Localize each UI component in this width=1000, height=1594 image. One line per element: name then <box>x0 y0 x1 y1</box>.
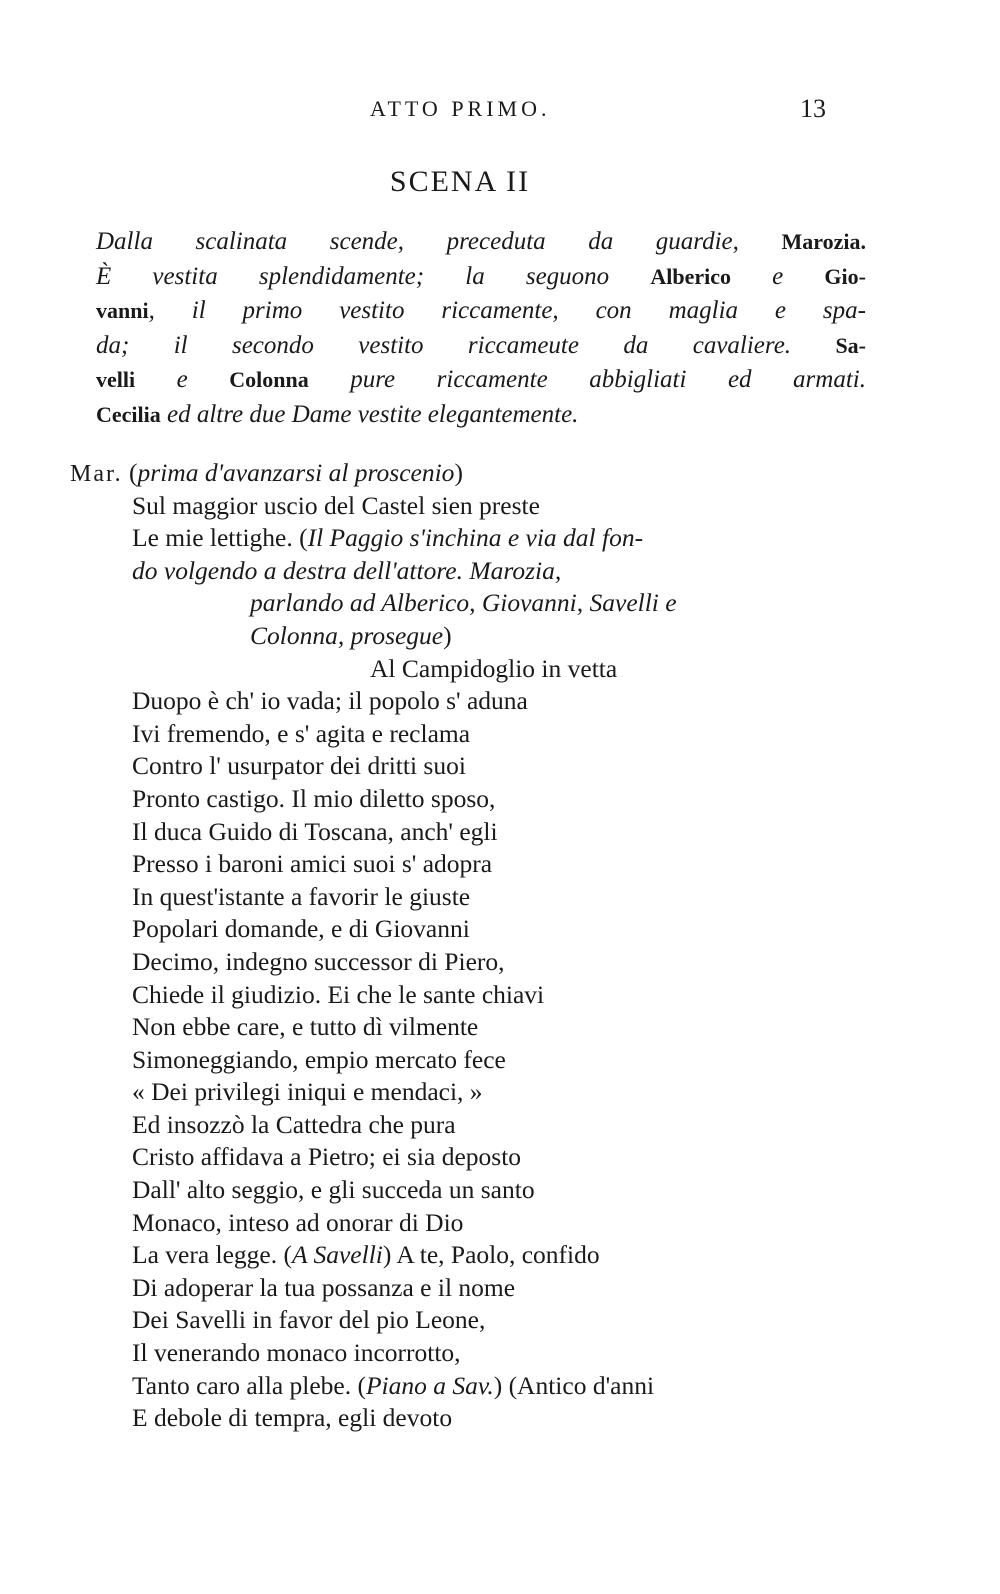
stage-direction-inline: Il Paggio s'inchina e via dal fon- <box>307 523 644 553</box>
verse-block <box>70 458 870 1436</box>
verse-text: Di adoperar la tua possanza e il nome <box>132 1272 516 1302</box>
verse-text: Ed insozzò la Cattedra che pura <box>132 1109 456 1139</box>
verse-text: Simoneggiando, empio mercato fece <box>132 1044 506 1074</box>
stage-direction-line <box>96 263 866 298</box>
stage-direction-inline: Piano a Sav. <box>365 1370 494 1400</box>
character-name: Gio- <box>824 263 866 289</box>
character-name: vanni <box>96 298 149 323</box>
verse-line <box>70 751 870 784</box>
running-title: ATTO PRIMO. <box>370 96 551 121</box>
verse-line <box>70 1142 870 1175</box>
verse-text: E debole di tempra, egli devoto <box>132 1403 453 1433</box>
verse-line <box>70 1175 870 1208</box>
verse-line <box>70 1240 870 1273</box>
verse-line <box>70 458 870 491</box>
stage-direction-inline: parlando ad Alberico, Giovanni, Savelli e <box>250 588 677 618</box>
stage-direction-text: e <box>731 262 825 290</box>
verse-text: Il venerando monaco incorrotto, <box>132 1338 461 1368</box>
verse-line <box>70 686 870 719</box>
verse-line <box>70 719 870 752</box>
verse-text: Popolari domande, e di Giovanni <box>132 914 470 944</box>
stage-direction-line <box>96 366 866 401</box>
verse-text: ( <box>122 458 138 487</box>
verse-text: ) <box>443 620 452 650</box>
verse-line <box>70 914 870 947</box>
verse-text: La vera legge. ( <box>132 1240 292 1270</box>
stage-direction-text: , il primo vestito riccamente, con maglia e spa- <box>148 297 866 324</box>
stage-direction-inline: prima d'avanzarsi al proscenio <box>137 458 455 487</box>
stage-direction-line <box>96 401 866 436</box>
character-name: Marozia. <box>781 229 866 254</box>
stage-direction-text: È vestita splendidamente; la seguono <box>96 262 651 290</box>
verse-text: Cristo affidava a Pietro; ei sia deposto <box>132 1142 522 1172</box>
verse-text: ) (Antico d'anni <box>493 1370 655 1400</box>
verse-text: Dei Savelli in favor del pio Leone, <box>132 1305 486 1335</box>
verse-text: Chiede il giudizio. Ei che le sante chiavi <box>132 979 545 1009</box>
stage-direction-inline: A Savelli <box>292 1240 383 1270</box>
verse-line <box>70 1338 870 1371</box>
page-number: 13 <box>800 94 826 123</box>
verse-line <box>70 523 870 556</box>
verse-text: Sul maggior uscio del Castel sien preste <box>132 490 540 520</box>
stage-direction-text: pure riccamente abbigliati ed armati. <box>308 366 866 393</box>
verse-line <box>70 1403 870 1436</box>
stage-direction-text: Dalla scalinata scende, preceduta da guardie, <box>96 228 782 255</box>
character-name: velli <box>96 367 136 392</box>
speaker-name: Mar. <box>70 461 123 487</box>
stage-direction <box>96 228 866 435</box>
verse-line <box>70 588 870 621</box>
verse-text: Il duca Guido di Toscana, anch' egli <box>132 816 498 846</box>
verse-line <box>70 980 870 1013</box>
stage-direction-text: da; il secondo vestito riccameute da cavaliere. <box>96 331 836 359</box>
character-name: Sa- <box>835 332 866 358</box>
verse-line <box>70 1273 870 1306</box>
verse-line <box>70 882 870 915</box>
verse-line <box>70 556 870 589</box>
stage-direction-line <box>96 228 866 263</box>
verse-line <box>70 1110 870 1143</box>
stage-direction-inline: do volgendo a destra dell'attore. Marozia, <box>132 555 562 585</box>
verse-line <box>70 947 870 980</box>
character-name: Cecilia <box>96 401 161 427</box>
verse-text: Le mie lettighe. ( <box>132 523 308 553</box>
verse-text: Dall' alto seggio, e gli succeda un santo <box>132 1175 535 1205</box>
verse-text: « Dei privilegi iniqui e mendaci, » <box>132 1077 483 1107</box>
verse-text: Non ebbe care, e tutto dì vilmente <box>132 1012 479 1042</box>
verse-line <box>70 654 870 687</box>
verse-text: ) <box>454 458 463 487</box>
verse-text: Ivi fremendo, e s' agita e reclama <box>132 718 471 748</box>
stage-direction-text: ed altre due Dame vestite elegantemente. <box>160 400 579 428</box>
verse-line <box>70 849 870 882</box>
verse-text: Contro l' usurpator dei dritti suoi <box>132 751 466 781</box>
verse-text: Presso i baroni amici suoi s' adopra <box>132 849 493 879</box>
character-name: Colonna <box>229 367 309 392</box>
verse-line <box>70 817 870 850</box>
verse-line <box>70 1077 870 1110</box>
verse-line <box>70 1305 870 1338</box>
verse-line <box>70 621 870 654</box>
verse-line <box>70 1012 870 1045</box>
verse-text: Decimo, indegno successor di Piero, <box>132 946 505 976</box>
scene-title: SCENA II <box>389 165 531 198</box>
stage-direction-text: e <box>135 366 230 393</box>
verse-text: Duopo è ch' io vada; il popolo s' aduna <box>132 686 528 716</box>
verse-text: Monaco, inteso ad onorar di Dio <box>132 1207 464 1237</box>
verse-line <box>70 491 870 524</box>
verse-text: Tanto caro alla plebe. ( <box>132 1370 366 1400</box>
verse-text: Al Campidoglio in vetta <box>370 653 618 683</box>
stage-direction-line <box>96 332 866 367</box>
verse-text: ) A te, Paolo, confido <box>382 1240 600 1270</box>
verse-text: Pronto castigo. Il mio diletto sposo, <box>132 783 496 813</box>
verse-line <box>70 1371 870 1404</box>
character-name: Alberico <box>650 263 731 289</box>
verse-line <box>70 784 870 817</box>
running-head <box>0 96 1000 132</box>
stage-direction-inline: Colonna, prosegue <box>250 620 444 650</box>
verse-text: In quest'istante a favorir le giuste <box>132 881 471 911</box>
verse-line <box>70 1045 870 1078</box>
verse-line <box>70 1208 870 1241</box>
stage-direction-line <box>96 297 866 332</box>
